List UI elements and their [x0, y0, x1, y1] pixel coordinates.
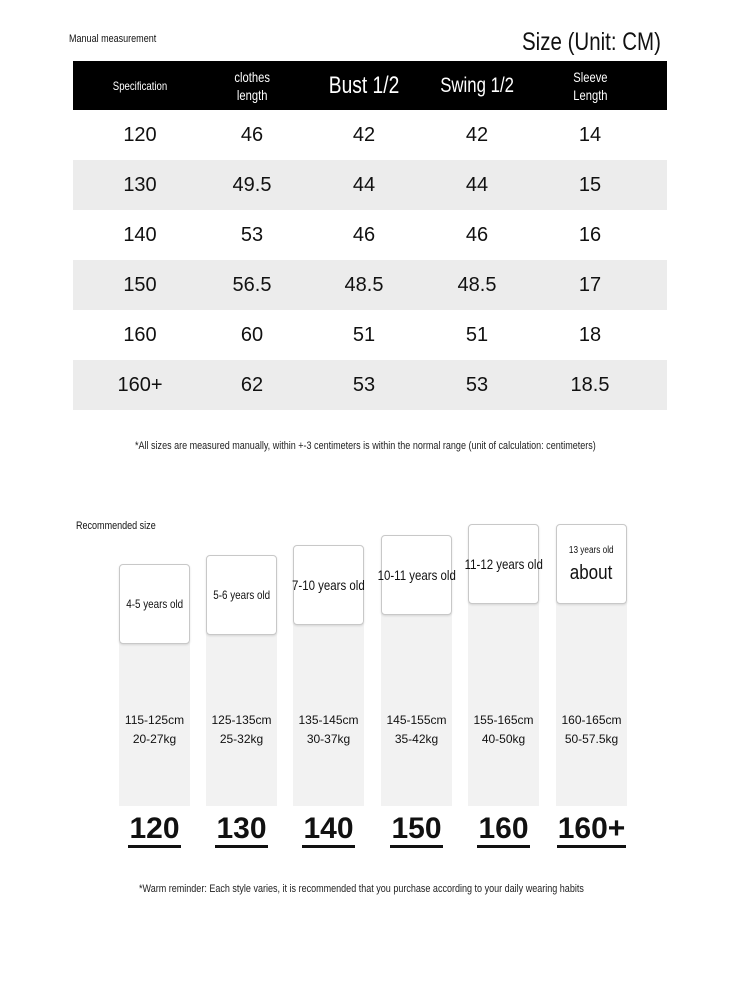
table-body — [73, 110, 667, 410]
weight-range: 30-37kg — [306, 732, 351, 746]
table-cell: 15 — [578, 173, 602, 196]
table-header-cell — [421, 61, 534, 110]
table-cell: 48.5 — [457, 273, 497, 296]
table-cell: 46 — [352, 223, 376, 246]
age-label: 5-6 years old — [213, 588, 270, 602]
measurement-note: *All sizes are measured manually, within +-3 centimeters is within the normal range (unit of calculation: centimeters) — [135, 440, 596, 452]
age-label: 13 years old — [569, 545, 614, 556]
table-header — [73, 61, 667, 110]
table-cell: 160+ — [117, 373, 163, 396]
table-cell: 16 — [578, 223, 602, 246]
size-measurements — [196, 711, 287, 749]
size-number-label: 160+ — [557, 813, 627, 848]
table-cell: 49.5 — [232, 173, 272, 196]
table-cell: 42 — [465, 123, 489, 146]
size-measurements — [458, 711, 549, 749]
table-header-cell — [534, 61, 647, 110]
size-number-label: 140 — [302, 813, 354, 848]
age-card — [464, 524, 543, 604]
table-header-cell — [196, 61, 308, 110]
weight-range: 25-32kg — [219, 732, 264, 746]
warm-reminder-note: *Warm reminder: Each style varies, it is recommended that you purchase according to your daily wearing habits — [139, 883, 584, 895]
table-cell: 44 — [465, 173, 489, 196]
size-number — [278, 812, 379, 848]
height-range: 125-135cm — [211, 713, 272, 727]
table-header-label: Specification — [112, 78, 168, 93]
age-label: 10-11 years old — [377, 567, 456, 583]
age-label: 11-12 years old — [464, 556, 543, 572]
size-column-background — [468, 602, 539, 806]
table-cell: 140 — [123, 223, 157, 246]
table-row — [73, 110, 667, 160]
age-label: 4-5 years old — [126, 597, 183, 611]
table-cell: 53 — [465, 373, 489, 396]
table-header-label: Swing 1/2 — [440, 73, 514, 97]
age-card — [293, 545, 364, 625]
table-cell: 18 — [578, 323, 602, 346]
size-number — [453, 812, 554, 848]
table-cell: 14 — [578, 123, 602, 146]
age-label: 7-10 years old — [292, 577, 365, 593]
size-measurements — [283, 711, 374, 749]
weight-range: 40-50kg — [481, 732, 526, 746]
table-row — [73, 260, 667, 310]
table-header-label: Bust 1/2 — [328, 71, 400, 99]
age-card — [556, 524, 627, 604]
size-number — [104, 812, 205, 848]
table-cell: 48.5 — [344, 273, 384, 296]
size-number — [191, 812, 292, 848]
table-cell: 130 — [123, 173, 157, 196]
height-range: 115-125cm — [124, 713, 185, 727]
table-header-label: Sleeve Length — [572, 68, 608, 103]
table-cell: 17 — [578, 273, 602, 296]
table-cell: 46 — [240, 123, 264, 146]
table-cell: 53 — [240, 223, 264, 246]
size-number — [366, 812, 467, 848]
table-cell: 60 — [240, 323, 264, 346]
size-number-label: 160 — [477, 813, 529, 848]
table-cell: 46 — [465, 223, 489, 246]
table-row — [73, 360, 667, 410]
table-row — [73, 310, 667, 360]
table-cell: 53 — [352, 373, 376, 396]
height-range: 160-165cm — [561, 713, 622, 727]
size-measurements — [109, 711, 200, 749]
table-row — [73, 210, 667, 260]
table-cell: 120 — [123, 123, 157, 146]
size-number-label: 150 — [390, 813, 442, 848]
height-range: 145-155cm — [386, 713, 447, 727]
weight-range: 35-42kg — [394, 732, 439, 746]
size-measurements — [371, 711, 462, 749]
size-number — [541, 812, 642, 848]
table-cell: 62 — [240, 373, 264, 396]
age-about-label: about — [570, 562, 613, 584]
manual-measurement-label: Manual measurement — [69, 33, 157, 45]
recommended-size-label: Recommended size — [76, 520, 156, 532]
height-range: 135-145cm — [298, 713, 359, 727]
size-number-label: 130 — [215, 813, 267, 848]
size-title: Size (Unit: CM) — [522, 28, 661, 56]
size-column-background — [556, 602, 627, 806]
weight-range: 20-27kg — [132, 732, 177, 746]
table-row — [73, 160, 667, 210]
height-range: 155-165cm — [473, 713, 534, 727]
table-cell: 42 — [352, 123, 376, 146]
table-cell: 44 — [352, 173, 376, 196]
table-cell: 160 — [123, 323, 157, 346]
size-number-label: 120 — [128, 813, 180, 848]
table-cell: 56.5 — [232, 273, 272, 296]
age-card — [206, 555, 277, 635]
age-card — [119, 564, 190, 644]
table-cell: 18.5 — [570, 373, 610, 396]
table-header-cell — [73, 61, 207, 110]
weight-range: 50-57.5kg — [564, 732, 619, 746]
table-header-cell — [308, 61, 420, 110]
size-table — [73, 61, 667, 410]
size-column-background — [381, 613, 452, 806]
table-cell: 51 — [465, 323, 489, 346]
table-cell: 51 — [352, 323, 376, 346]
table-header-label: clothes length — [234, 68, 270, 103]
age-card — [377, 535, 456, 615]
size-measurements — [546, 711, 637, 749]
table-cell: 150 — [123, 273, 157, 296]
